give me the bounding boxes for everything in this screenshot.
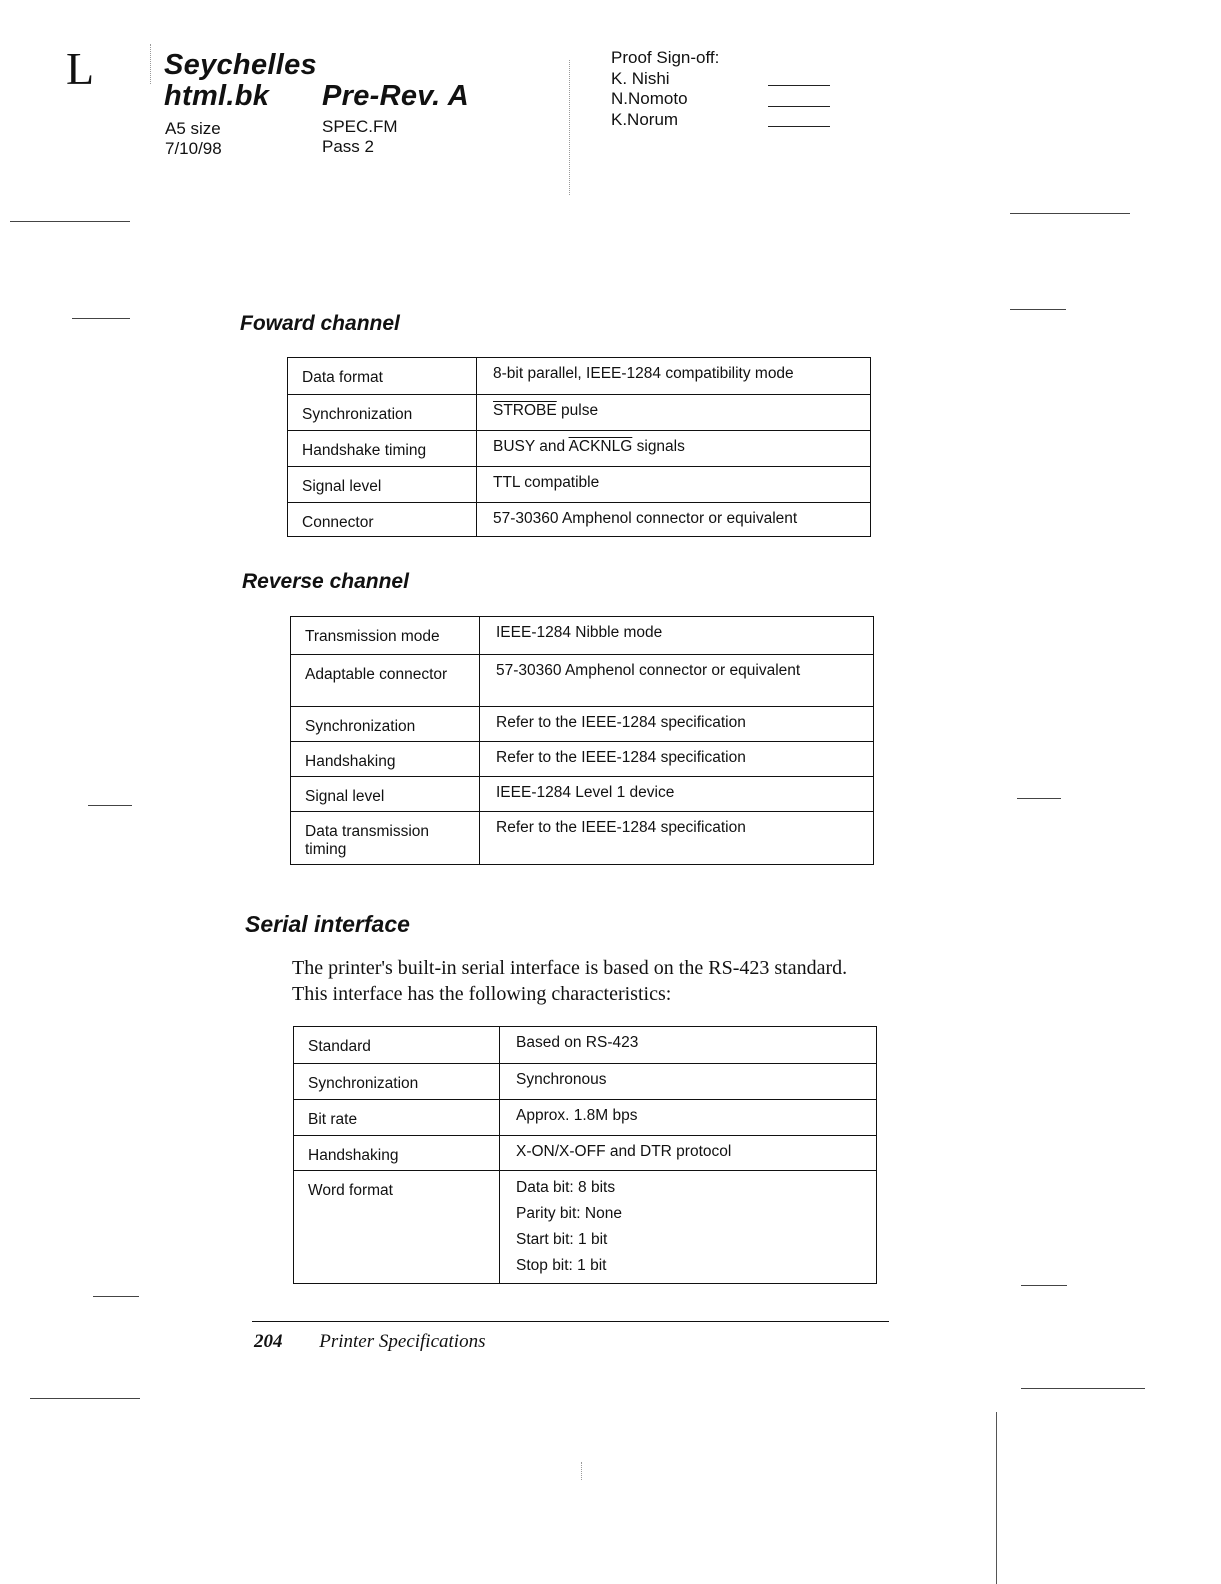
proof-name: K.Norum — [611, 109, 679, 129]
table-row — [294, 1064, 877, 1100]
row-label: Handshaking — [294, 1136, 500, 1171]
row-value: Refer to the IEEE-1284 specification — [480, 812, 874, 865]
page-number: 204 — [254, 1331, 283, 1352]
proof-title: Proof Sign-off: — [611, 48, 720, 67]
crop-mark — [1021, 1285, 1067, 1286]
row-value: 57-30360 Amphenol connector or equivalent — [480, 655, 874, 707]
word-format-line: Parity bit: None — [516, 1205, 622, 1222]
row-label: Handshake timing — [288, 431, 477, 467]
crop-mark — [88, 805, 132, 806]
word-format-line: Stop bit: 1 bit — [516, 1257, 607, 1274]
table-row — [288, 395, 871, 431]
signal-name-overlined: ACKNLG — [568, 438, 633, 455]
table-row — [294, 1171, 877, 1284]
signal-name-overlined: STROBE — [493, 402, 557, 419]
row-value: Refer to the IEEE-1284 specification — [480, 742, 874, 777]
crop-mark — [1017, 798, 1061, 799]
proof-name: K. Nishi — [611, 68, 670, 88]
footer-rule — [252, 1321, 889, 1322]
crop-mark — [93, 1296, 139, 1297]
header-date: 7/10/98 — [165, 139, 222, 158]
row-label: Signal level — [291, 777, 480, 812]
row-value: BUSY and ACKNLG signals — [477, 431, 871, 467]
crop-mark — [10, 221, 130, 222]
margin-dots — [150, 44, 151, 84]
row-value: Based on RS-423 — [500, 1027, 877, 1064]
row-label: Handshaking — [291, 742, 480, 777]
crop-mark-vertical — [996, 1412, 997, 1584]
bottom-dots — [581, 1462, 582, 1480]
page-footer — [254, 1331, 485, 1353]
signature-line — [768, 126, 830, 127]
word-format-line: Data bit: 8 bits — [516, 1179, 616, 1196]
pass-label: Pass 2 — [322, 137, 374, 156]
table-row — [294, 1027, 877, 1064]
row-value: Refer to the IEEE-1284 specification — [480, 707, 874, 742]
row-label: Connector — [288, 503, 477, 537]
book-file: html.bk — [164, 80, 270, 112]
row-value: Synchronous — [500, 1064, 877, 1100]
row-label: Synchronization — [291, 707, 480, 742]
row-label: Synchronization — [288, 395, 477, 431]
row-label: Data format — [288, 358, 477, 395]
row-value: TTL compatible — [477, 467, 871, 503]
row-label: Signal level — [288, 467, 477, 503]
table-row — [288, 431, 871, 467]
proof-name: N.Nomoto — [611, 89, 688, 108]
row-label: Transmission mode — [291, 617, 480, 655]
row-value: STROBE pulse — [477, 395, 871, 431]
footer-section-title: Printer Specifications — [319, 1331, 486, 1352]
crop-mark — [1010, 213, 1130, 214]
row-label: Data transmission timing — [291, 812, 480, 865]
table-row — [288, 358, 871, 395]
forward-channel-table — [287, 357, 871, 537]
signature-line — [768, 106, 830, 107]
table-row — [288, 503, 871, 537]
row-value: X-ON/X-OFF and DTR protocol — [500, 1136, 877, 1171]
serial-intro-paragraph: The printer's built-in serial interface is based on the RS-423 standard. This interface has the following characteristics: — [292, 957, 848, 1005]
table-row — [291, 812, 874, 865]
crop-mark — [1021, 1388, 1145, 1389]
signature-line — [768, 85, 830, 86]
row-label: Bit rate — [294, 1100, 500, 1136]
book-name: Seychelles — [164, 49, 317, 81]
reverse-channel-table — [290, 616, 874, 865]
row-value: 57-30360 Amphenol connector or equivalent — [477, 503, 871, 537]
revision-label: Pre-Rev. A — [322, 80, 469, 112]
word-format-line: Start bit: 1 bit — [516, 1231, 608, 1248]
crop-mark — [30, 1398, 140, 1399]
row-value: 8-bit parallel, IEEE-1284 compatibility mode — [477, 358, 871, 395]
row-value: IEEE-1284 Nibble mode — [480, 617, 874, 655]
row-label: Word format — [294, 1171, 500, 1284]
table-row — [291, 777, 874, 812]
section-heading-reverse: Reverse channel — [242, 570, 409, 593]
page-size: A5 size — [165, 119, 221, 138]
table-row — [294, 1100, 877, 1136]
section-heading-forward: Foward channel — [240, 312, 400, 335]
chapter-letter: L — [66, 43, 95, 94]
table-row — [294, 1136, 877, 1171]
table-row — [291, 742, 874, 777]
crop-mark — [1010, 309, 1066, 310]
table-row — [291, 707, 874, 742]
serial-interface-table — [293, 1026, 877, 1284]
table-row — [291, 655, 874, 707]
center-dots — [569, 60, 570, 195]
table-row — [291, 617, 874, 655]
crop-mark — [72, 318, 130, 319]
source-file: SPEC.FM — [322, 117, 398, 136]
row-value — [500, 1171, 877, 1284]
table-row — [288, 467, 871, 503]
row-label: Synchronization — [294, 1064, 500, 1100]
section-heading-serial: Serial interface — [245, 911, 410, 937]
row-label: Standard — [294, 1027, 500, 1064]
proof-signoff — [611, 48, 719, 130]
row-label: Adaptable connector — [291, 655, 480, 707]
row-value: Approx. 1.8M bps — [500, 1100, 877, 1136]
row-value: IEEE-1284 Level 1 device — [480, 777, 874, 812]
